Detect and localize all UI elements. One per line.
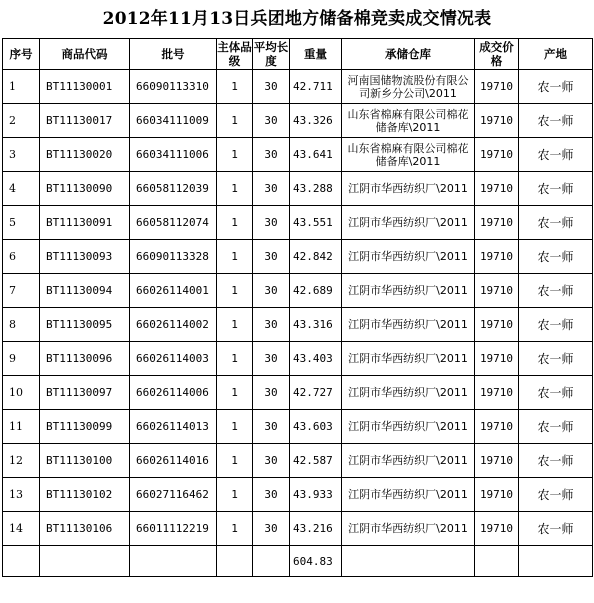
cell-grade: 1 bbox=[217, 376, 253, 410]
cell-idx: 4 bbox=[3, 172, 40, 206]
table-row bbox=[3, 478, 593, 512]
table-row bbox=[3, 240, 593, 274]
header-weight: 重量 bbox=[290, 39, 342, 70]
cell-weight: 43.316 bbox=[290, 308, 342, 342]
cell-length: 30 bbox=[253, 512, 290, 546]
cell-code: BT11130094 bbox=[40, 274, 130, 308]
header-price: 成交价格 bbox=[475, 39, 519, 70]
table-row bbox=[3, 274, 593, 308]
cell-grade: 1 bbox=[217, 308, 253, 342]
cell-weight: 43.403 bbox=[290, 342, 342, 376]
cell-code: BT11130106 bbox=[40, 512, 130, 546]
cell-weight: 43.933 bbox=[290, 478, 342, 512]
cell-weight: 43.641 bbox=[290, 138, 342, 172]
header-origin: 产地 bbox=[519, 39, 593, 70]
cell-weight: 43.551 bbox=[290, 206, 342, 240]
cell-grade: 1 bbox=[217, 478, 253, 512]
cell-price: 19710 bbox=[475, 240, 519, 274]
cell-idx: 6 bbox=[3, 240, 40, 274]
cell-weight: 42.587 bbox=[290, 444, 342, 478]
cell-grade: 1 bbox=[217, 206, 253, 240]
cell-warehouse: 山东省棉麻有限公司棉花储备库\2011 bbox=[342, 138, 475, 172]
cell-code: BT11130095 bbox=[40, 308, 130, 342]
cell-warehouse: 江阴市华西纺织厂\2011 bbox=[342, 308, 475, 342]
cell-batch: 66026114006 bbox=[130, 376, 217, 410]
cell-grade: 1 bbox=[217, 274, 253, 308]
cell-price: 19710 bbox=[475, 104, 519, 138]
cell-price: 19710 bbox=[475, 410, 519, 444]
cell-origin: 农一师 bbox=[519, 342, 593, 376]
cell-idx: 2 bbox=[3, 104, 40, 138]
cell-length: 30 bbox=[253, 342, 290, 376]
cell-price: 19710 bbox=[475, 478, 519, 512]
cell-code: BT11130096 bbox=[40, 342, 130, 376]
cell-origin: 农一师 bbox=[519, 240, 593, 274]
cell-batch: 66034111009 bbox=[130, 104, 217, 138]
cell-origin: 农一师 bbox=[519, 308, 593, 342]
cell-idx: 11 bbox=[3, 410, 40, 444]
cell-length: 30 bbox=[253, 172, 290, 206]
cell-grade: 1 bbox=[217, 512, 253, 546]
cell-idx: 14 bbox=[3, 512, 40, 546]
header-code: 商品代码 bbox=[40, 39, 130, 70]
cell-length: 30 bbox=[253, 410, 290, 444]
cell-origin: 农一师 bbox=[519, 478, 593, 512]
cell-origin: 农一师 bbox=[519, 512, 593, 546]
cell-batch: 66034111006 bbox=[130, 138, 217, 172]
cell-idx: 13 bbox=[3, 478, 40, 512]
cell-warehouse: 江阴市华西纺织厂\2011 bbox=[342, 206, 475, 240]
cell-code: BT11130090 bbox=[40, 172, 130, 206]
cell-batch: 66026114016 bbox=[130, 444, 217, 478]
total-weight: 604.83 bbox=[290, 546, 342, 577]
cell-origin: 农一师 bbox=[519, 444, 593, 478]
cell-weight: 43.216 bbox=[290, 512, 342, 546]
cell-price: 19710 bbox=[475, 512, 519, 546]
cell-warehouse: 河南国储物流股份有限公司新乡分公司\2011 bbox=[342, 70, 475, 104]
header-length: 平均长度 bbox=[253, 40, 289, 68]
cell-warehouse: 江阴市华西纺织厂\2011 bbox=[342, 172, 475, 206]
cell-batch: 66026114003 bbox=[130, 342, 217, 376]
cell-weight: 42.842 bbox=[290, 240, 342, 274]
total-cell-empty bbox=[342, 546, 475, 577]
cell-price: 19710 bbox=[475, 274, 519, 308]
cell-length: 30 bbox=[253, 70, 290, 104]
table-row bbox=[3, 138, 593, 172]
cell-warehouse: 江阴市华西纺织厂\2011 bbox=[342, 342, 475, 376]
cell-idx: 5 bbox=[3, 206, 40, 240]
cell-batch: 66058112074 bbox=[130, 206, 217, 240]
cell-batch: 66090113310 bbox=[130, 70, 217, 104]
cell-batch: 66026114013 bbox=[130, 410, 217, 444]
total-cell-empty bbox=[130, 546, 217, 577]
cell-idx: 10 bbox=[3, 376, 40, 410]
cell-weight: 43.603 bbox=[290, 410, 342, 444]
cell-weight: 42.689 bbox=[290, 274, 342, 308]
cell-batch: 66027116462 bbox=[130, 478, 217, 512]
cell-origin: 农一师 bbox=[519, 410, 593, 444]
total-cell-empty bbox=[217, 546, 253, 577]
auction-results-table bbox=[2, 38, 593, 577]
cell-idx: 12 bbox=[3, 444, 40, 478]
cell-grade: 1 bbox=[217, 342, 253, 376]
cell-price: 19710 bbox=[475, 444, 519, 478]
cell-price: 19710 bbox=[475, 308, 519, 342]
cell-warehouse: 江阴市华西纺织厂\2011 bbox=[342, 410, 475, 444]
cell-weight: 43.288 bbox=[290, 172, 342, 206]
cell-batch: 66026114001 bbox=[130, 274, 217, 308]
cell-length: 30 bbox=[253, 240, 290, 274]
table-row bbox=[3, 512, 593, 546]
header-idx: 序号 bbox=[3, 39, 40, 70]
cell-idx: 8 bbox=[3, 308, 40, 342]
cell-code: BT11130097 bbox=[40, 376, 130, 410]
cell-warehouse: 山东省棉麻有限公司棉花储备库\2011 bbox=[342, 104, 475, 138]
cell-grade: 1 bbox=[217, 138, 253, 172]
cell-grade: 1 bbox=[217, 70, 253, 104]
cell-length: 30 bbox=[253, 138, 290, 172]
cell-warehouse: 江阴市华西纺织厂\2011 bbox=[342, 274, 475, 308]
cell-code: BT11130093 bbox=[40, 240, 130, 274]
table-row bbox=[3, 206, 593, 240]
cell-weight: 43.326 bbox=[290, 104, 342, 138]
cell-origin: 农一师 bbox=[519, 70, 593, 104]
total-cell-empty bbox=[475, 546, 519, 577]
table-row bbox=[3, 444, 593, 478]
cell-origin: 农一师 bbox=[519, 206, 593, 240]
cell-warehouse: 江阴市华西纺织厂\2011 bbox=[342, 376, 475, 410]
cell-price: 19710 bbox=[475, 70, 519, 104]
header-warehouse: 承储仓库 bbox=[342, 39, 475, 70]
header-row bbox=[3, 39, 593, 70]
table-row bbox=[3, 104, 593, 138]
cell-idx: 3 bbox=[3, 138, 40, 172]
page-title: 2012年11月13日兵团地方储备棉竞卖成交情况表 bbox=[102, 9, 492, 29]
table-row bbox=[3, 172, 593, 206]
cell-batch: 66090113328 bbox=[130, 240, 217, 274]
table-row bbox=[3, 342, 593, 376]
cell-warehouse: 江阴市华西纺织厂\2011 bbox=[342, 240, 475, 274]
cell-grade: 1 bbox=[217, 104, 253, 138]
cell-length: 30 bbox=[253, 274, 290, 308]
cell-price: 19710 bbox=[475, 172, 519, 206]
cell-idx: 9 bbox=[3, 342, 40, 376]
cell-price: 19710 bbox=[475, 376, 519, 410]
cell-length: 30 bbox=[253, 444, 290, 478]
total-cell-empty bbox=[253, 546, 290, 577]
cell-weight: 42.711 bbox=[290, 70, 342, 104]
table-row bbox=[3, 376, 593, 410]
cell-weight: 42.727 bbox=[290, 376, 342, 410]
cell-grade: 1 bbox=[217, 172, 253, 206]
cell-origin: 农一师 bbox=[519, 274, 593, 308]
cell-origin: 农一师 bbox=[519, 104, 593, 138]
cell-price: 19710 bbox=[475, 138, 519, 172]
cell-price: 19710 bbox=[475, 342, 519, 376]
cell-code: BT11130099 bbox=[40, 410, 130, 444]
cell-warehouse: 江阴市华西纺织厂\2011 bbox=[342, 444, 475, 478]
cell-batch: 66026114002 bbox=[130, 308, 217, 342]
cell-origin: 农一师 bbox=[519, 172, 593, 206]
cell-code: BT11130091 bbox=[40, 206, 130, 240]
cell-idx: 1 bbox=[3, 70, 40, 104]
cell-batch: 66058112039 bbox=[130, 172, 217, 206]
cell-origin: 农一师 bbox=[519, 376, 593, 410]
total-cell-empty bbox=[40, 546, 130, 577]
cell-code: BT11130020 bbox=[40, 138, 130, 172]
cell-length: 30 bbox=[253, 206, 290, 240]
cell-grade: 1 bbox=[217, 444, 253, 478]
total-cell-empty bbox=[3, 546, 40, 577]
cell-warehouse: 江阴市华西纺织厂\2011 bbox=[342, 512, 475, 546]
cell-code: BT11130017 bbox=[40, 104, 130, 138]
header-batch: 批号 bbox=[130, 39, 217, 70]
total-cell-empty bbox=[519, 546, 593, 577]
cell-price: 19710 bbox=[475, 206, 519, 240]
cell-code: BT11130100 bbox=[40, 444, 130, 478]
table-row bbox=[3, 308, 593, 342]
cell-length: 30 bbox=[253, 104, 290, 138]
cell-grade: 1 bbox=[217, 410, 253, 444]
cell-code: BT11130102 bbox=[40, 478, 130, 512]
cell-grade: 1 bbox=[217, 240, 253, 274]
total-row bbox=[3, 546, 593, 577]
cell-length: 30 bbox=[253, 478, 290, 512]
cell-length: 30 bbox=[253, 376, 290, 410]
cell-origin: 农一师 bbox=[519, 138, 593, 172]
cell-code: BT11130001 bbox=[40, 70, 130, 104]
cell-warehouse: 江阴市华西纺织厂\2011 bbox=[342, 478, 475, 512]
cell-length: 30 bbox=[253, 308, 290, 342]
table-row bbox=[3, 70, 593, 104]
cell-idx: 7 bbox=[3, 274, 40, 308]
header-grade: 主体品级 bbox=[217, 40, 252, 68]
table-row bbox=[3, 410, 593, 444]
cell-batch: 66011112219 bbox=[130, 512, 217, 546]
